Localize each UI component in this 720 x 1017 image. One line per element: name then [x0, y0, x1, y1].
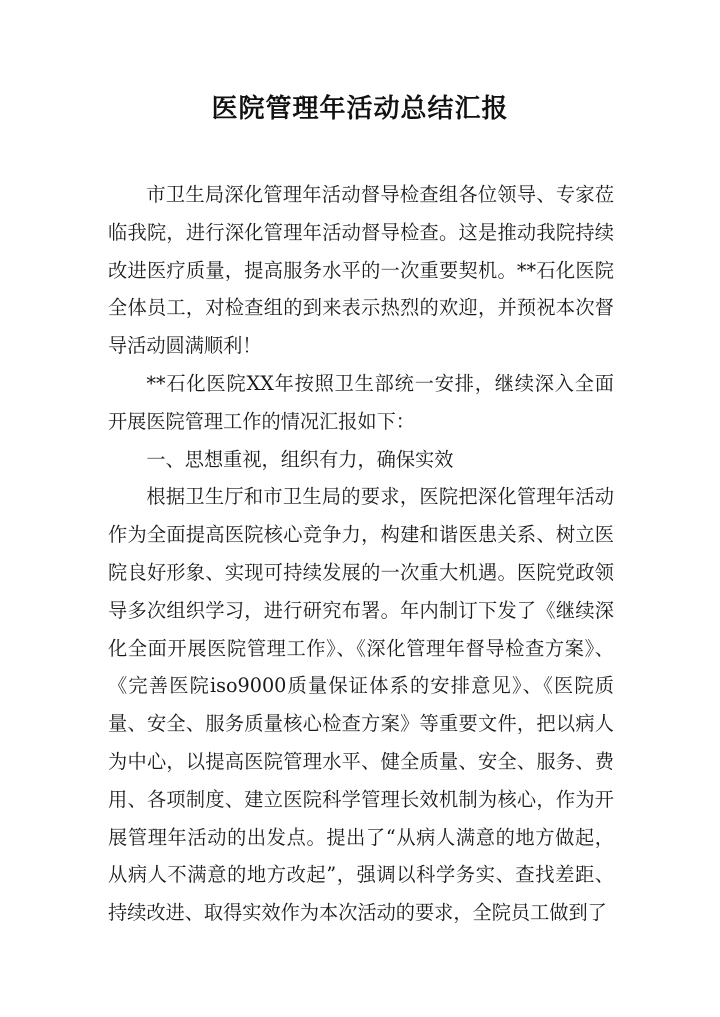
document-body: [108, 176, 614, 932]
paragraph-intro: 市卫生局深化管理年活动督导检查组各位领导、专家莅临我院，进行深化管理年活动督导检查。这是推动我院持续改进医疗质量，提高服务水平的一次重要契机。**石化医院全体员工，对检查组的到来表示热烈的欢迎，并预祝本次督导活动圆满顺利！: [108, 183, 614, 358]
paragraph-report-lead: **石化医院XX年按照卫生部统一安排，继续深入全面开展医院管理工作的情况汇报如下：: [108, 371, 614, 433]
section-heading-1: 一、思想重视，组织有力，确保实效: [146, 447, 454, 471]
document-title: 医院管理年活动总结汇报: [211, 94, 509, 124]
paragraph-section-1: 根据卫生厅和市卫生局的要求，医院把深化管理年活动作为全面提高医院核心竞争力，构建和谐医患关系、树立医院良好形象、实现可持续发展的一次重大机遇。医院党政领导多次组织学习，进行研究布署。年内制订下发了《继续深化全面开展医院管理工作》、《深化管理年督导检查方案》、《完善医院iso9000质量保证体系的安排意见》、《医院质量、安全、服务质量核心检查方案》等重要文件，把以病人为中心，以提高医院管理水平、健全质量、安全、服务、费用、各项制度、建立医院科学管理长效机制为核心，作为开展管理年活动的出发点。提出了“从病人满意的地方做起，从病人不满意的地方改起”，强调以科学务实、查找差距、持续改进、取得实效作为本次活动的要求，全院员工做到了: [108, 485, 614, 925]
